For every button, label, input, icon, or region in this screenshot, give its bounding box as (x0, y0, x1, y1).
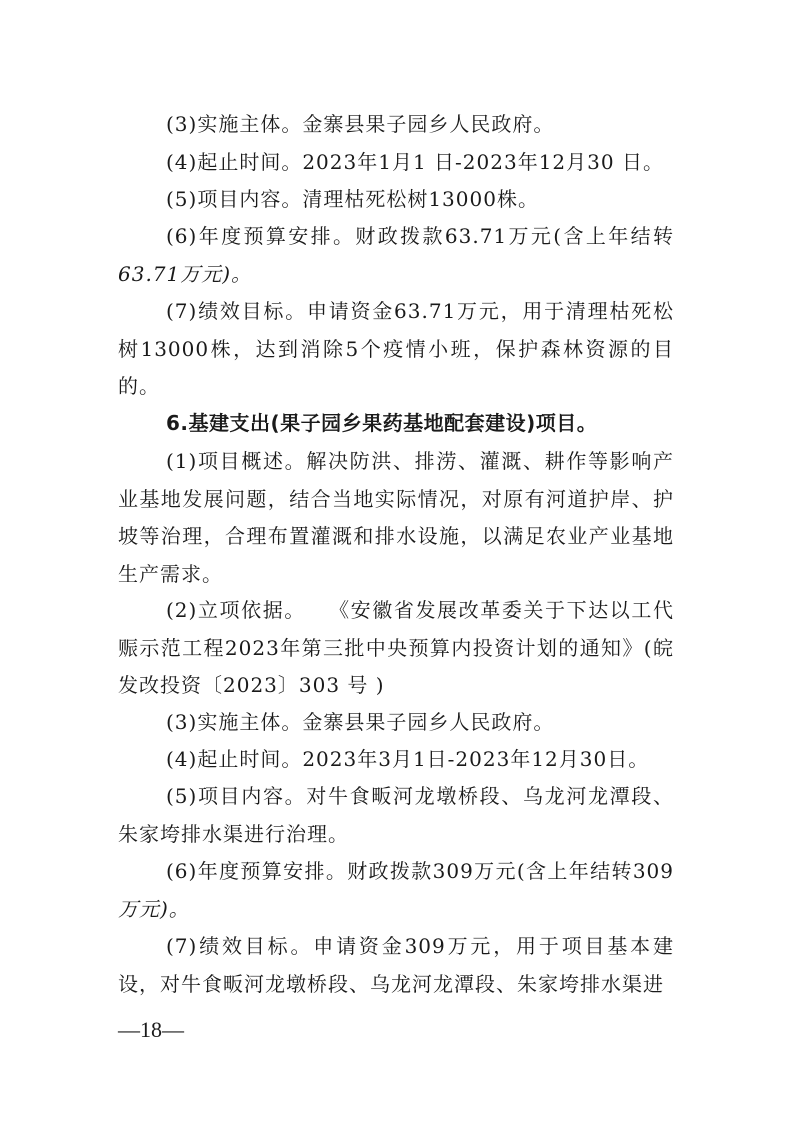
paragraph-annual-budget (118, 218, 674, 293)
paragraph-project-content: (5)项目内容。清理枯死松树13000株。 (166, 187, 539, 211)
paragraph-project-overview: (1)项目概述。解决防洪、排涝、灌溉、耕作等影响产业基地发展问题，结合当地实际情况，对原有河道护岸、护坡等治理，合理布置灌溉和排水设施，以满足农业产业基地生产需求。 (118, 449, 674, 586)
budget-carryover-text-2: 万元)。 (118, 896, 190, 921)
budget-text-2: (6)年度预算安排。财政拨款309万元(含上年结转309 (166, 859, 674, 883)
paragraph-implementer: (3)实施主体。金寨县果子园乡人民政府。 (166, 112, 555, 136)
paragraph-implementer-2: (3)实施主体。金寨县果子园乡人民政府。 (166, 710, 555, 734)
section-heading-infrastructure: 6.基建支出(果子园乡果药基地配套建设)项目。 (166, 411, 598, 435)
paragraph-time-period: (4)起止时间。2023年1月1 日-2023年12月30 日。 (166, 150, 664, 174)
paragraph-performance-goal-2: (7)绩效目标。申请资金309万元，用于项目基本建设，对牛食畈河龙墩桥段、乌龙河龙潭段、朱家垮排水渠进 (118, 934, 674, 996)
paragraph-time-period-2: (4)起止时间。2023年3月1日-2023年12月30日。 (166, 747, 650, 771)
budget-text: (6)年度预算安排。财政拨款63.71万元(含上年结转 (166, 224, 674, 248)
paragraph-project-content-2: (5)项目内容。对牛食畈河龙墩桥段、乌龙河龙潭段、朱家垮排水渠进行治理。 (118, 784, 674, 846)
budget-carryover-text: 63.71万元)。 (118, 261, 253, 286)
paragraph-annual-budget-2 (118, 853, 674, 928)
page-number: —18— (118, 1017, 184, 1042)
paragraph-performance-goal: (7)绩效目标。申请资金63.71万元，用于清理枯死松树13000株，达到消除5个疫情小班，保护森林资源的目的。 (118, 299, 674, 398)
paragraph-approval-basis: (2)立项依据。 《安徽省发展改革委关于下达以工代赈示范工程2023年第三批中央预算内投资计划的通知》(皖发改投资〔2023〕303 号 ) (118, 598, 674, 697)
